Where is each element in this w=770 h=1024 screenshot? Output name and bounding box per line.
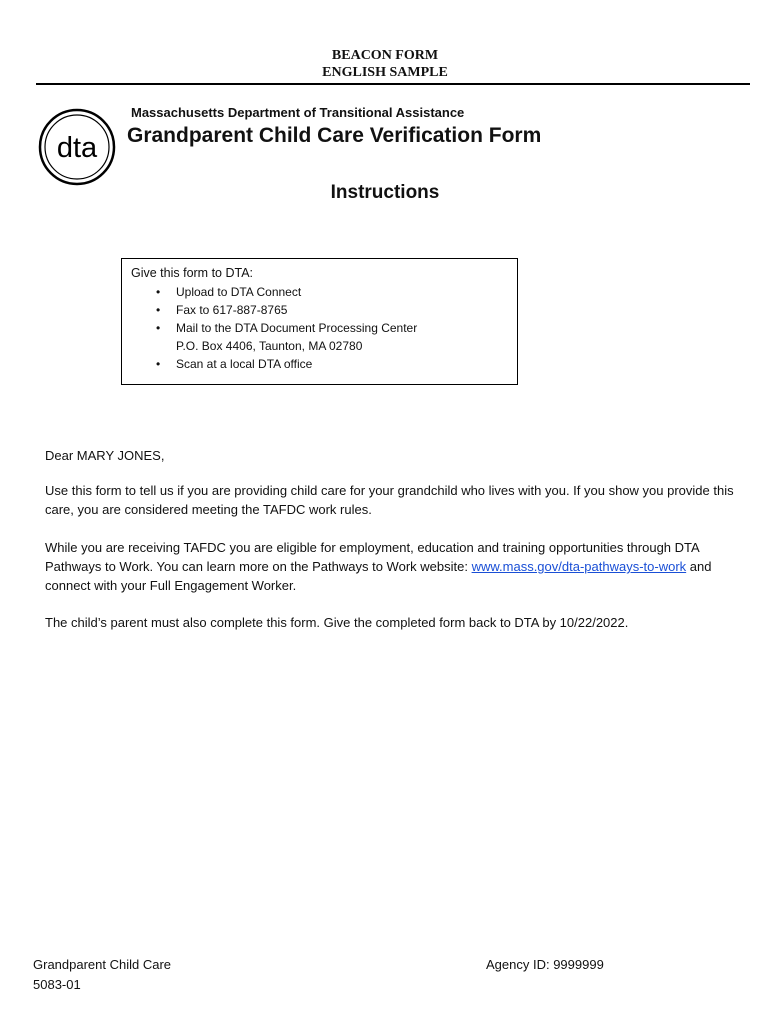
paragraph-2-text: While you are receiving TAFDC you are eligible for employment, education and training opportunities through DTA Pathways to Work. You can learn more on the Pathways to Work website: (45, 540, 699, 574)
bullet-icon: • (156, 285, 161, 299)
dta-logo (36, 106, 118, 188)
bullet-icon: • (156, 357, 161, 371)
mailing-address: P.O. Box 4406, Taunton, MA 02780 (176, 339, 363, 353)
list-item (131, 301, 509, 319)
list-item-label: Mail to the DTA Document Processing Center (176, 321, 418, 335)
form-title: Grandparent Child Care Verification Form (127, 124, 542, 147)
bullet-icon: • (156, 321, 161, 335)
agency-name: Massachusetts Department of Transitional Assistance (131, 105, 465, 120)
list-item-label: Scan at a local DTA office (176, 357, 313, 371)
submission-instructions-box (121, 258, 518, 385)
logo-text: dta (56, 132, 98, 164)
instructions-heading: Instructions (330, 182, 440, 203)
box-heading: Give this form to DTA: (131, 266, 254, 280)
list-item-label: Fax to 617-887-8765 (176, 303, 288, 317)
list-item (131, 355, 509, 373)
footer-agency-id: Agency ID: 9999999 (486, 957, 604, 972)
letter-paragraph-2 (45, 538, 735, 595)
letter-greeting: Dear MARY JONES, (45, 448, 165, 463)
list-item (131, 283, 509, 301)
footer-form-name: Grandparent Child Care (33, 957, 172, 972)
dta-logo-icon (36, 106, 118, 188)
pathways-to-work-link[interactable]: www.mass.gov/dta-pathways-to-work (471, 559, 687, 574)
header-rule (36, 83, 750, 85)
letter-paragraph-3: The child’s parent must also complete this form. Give the completed form back to DTA by 10/22/2022. (45, 615, 629, 630)
paragraph-2-text-end: and connect with your Full Engagement Worker. (45, 559, 712, 593)
footer-form-info (33, 955, 171, 995)
letter-paragraph-1: Use this form to tell us if you are providing child care for your grandchild who lives with you. If you show you provide this care, you are considered meeting the TAFDC work rules. (45, 483, 734, 517)
bullet-icon: • (156, 303, 161, 317)
header-line-beacon: BEACON FORM (331, 48, 439, 63)
form-header (0, 47, 770, 81)
footer-form-number: 5083-01 (33, 977, 81, 992)
list-item (131, 319, 509, 355)
submission-methods-list (131, 283, 509, 373)
header-line-sample: ENGLISH SAMPLE (322, 65, 448, 80)
list-item-label: Upload to DTA Connect (176, 285, 302, 299)
